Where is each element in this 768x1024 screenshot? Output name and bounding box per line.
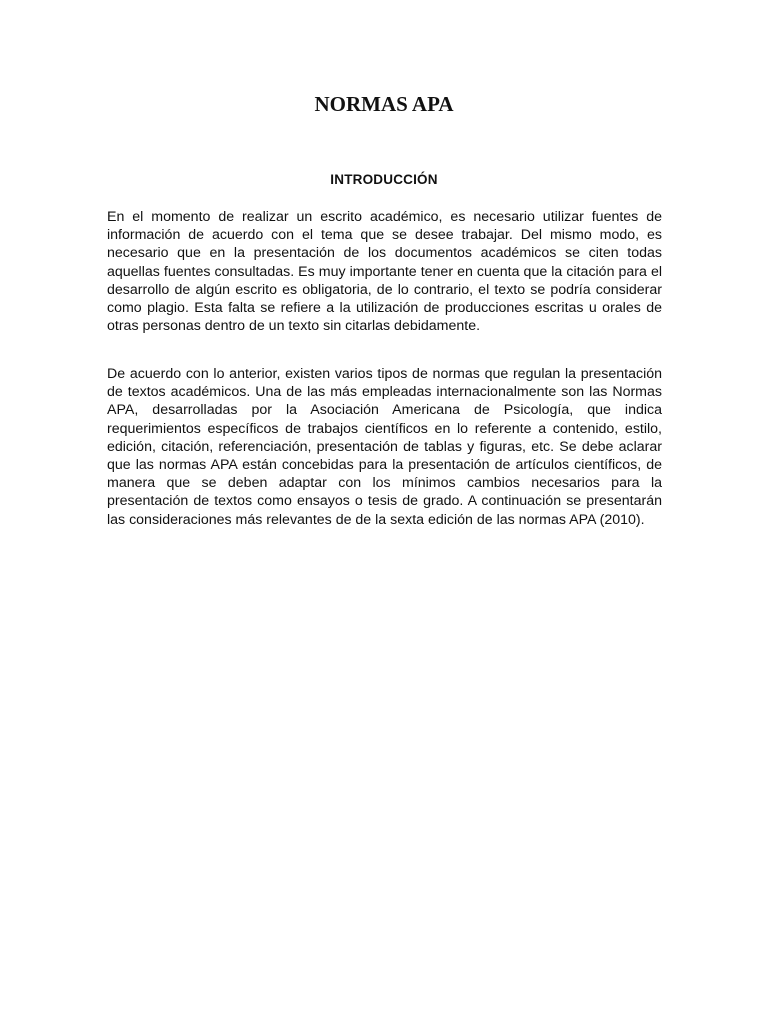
document-title: NORMAS APA: [314, 92, 454, 116]
section-heading-introduccion: INTRODUCCIÓN: [330, 172, 438, 187]
paragraph-1: En el momento de realizar un escrito académico, es necesario utilizar fuentes de información de acuerdo con el tema que se desee trabajar. Del mismo modo, es necesario que en la presentación de los documentos académicos se citen todas aquellas fuentes consultadas. Es muy importante tener en cuenta que la citación para el desarrollo de algún escrito es obligatoria, de lo contrario, el texto se podría considerar como plagio. Esta falta se refiere a la utilización de producciones escritas u orales de otras personas dentro de un texto sin citarlas debidamente.: [107, 209, 662, 335]
paragraph-2: De acuerdo con lo anterior, existen varios tipos de normas que regulan la presentación de textos académicos. Una de las más empleadas internacionalmente son las Normas APA, desarrolladas por la Asociación Americana de Psicología, que indica requerimientos específicos de trabajos científicos en lo referente a contenido, estilo, edición, citación, referenciación, presentación de tablas y figuras, etc. Se debe aclarar que las normas APA están concebidas para la presentación de artículos científicos, de manera que se deben adaptar con los mínimos cambios necesarios para la presentación de textos como ensayos o tesis de grado. A continuación se presentarán las consideraciones más relevantes de de la sexta edición de las normas APA (2010).: [107, 366, 662, 528]
